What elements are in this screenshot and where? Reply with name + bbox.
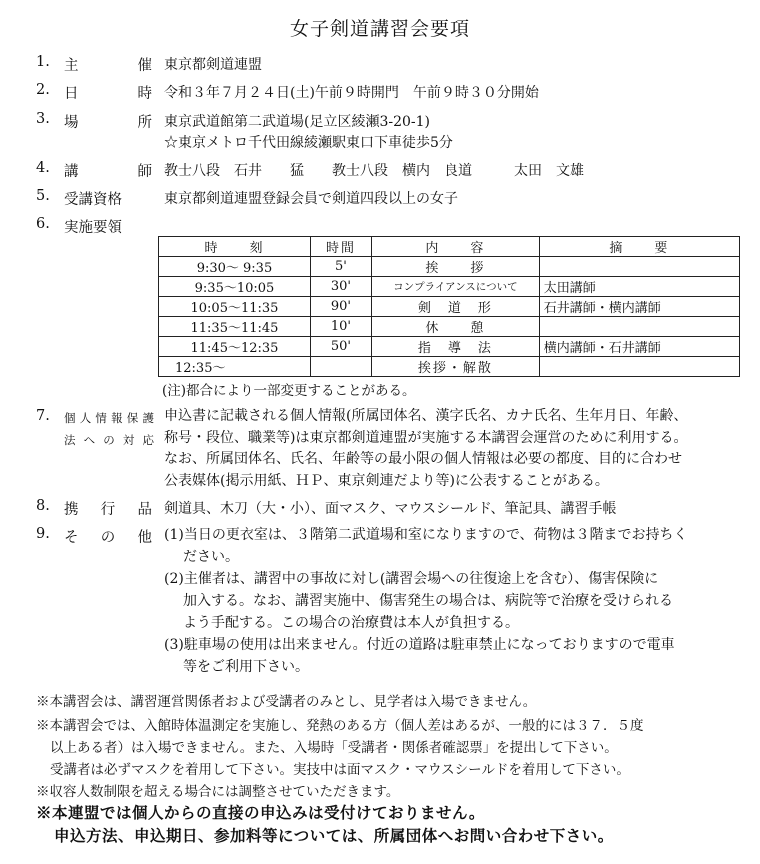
schedule-table [158,236,740,377]
section-number-2: 2. [36,82,50,98]
note-no-direct-application: ※本連盟では個人からの直接の申込みは受付けておりません。 [36,803,485,822]
label-char: 主 [64,58,79,74]
header-time: 時 刻 [159,237,311,257]
row-duration [310,357,371,377]
label-char: の [103,433,115,447]
privacy-text [164,406,754,492]
section-label-instructors [64,160,152,181]
section-label-schedule: 実施要領 [64,220,122,236]
section-number-6: 6. [36,216,50,232]
row-time: 10:05～11:35 [159,297,311,317]
organizer-value: 東京都剣道連盟 [164,57,262,73]
venue-value: 東京武道館第二武道場(足立区綾瀬3-20-1) [164,114,431,130]
row-duration: 10' [310,317,371,337]
row-content: 指 導 法 [371,337,539,357]
section-number-8: 8. [36,498,50,514]
row-duration: 30' [310,277,371,297]
schedule-footnote: (注)都合により一部変更することがある。 [162,383,416,399]
table-row [159,297,740,317]
section-label-other [64,526,152,547]
other-item-1 [164,524,688,568]
datetime-value: 令和３年７月２４日(土)午前９時開門 午前９時３０分開始 [164,85,539,101]
section-number-5: 5. [36,188,50,204]
label-char: 講 [64,164,79,180]
other-item-line: (2)主催者は、講習中の事故に対し(講習会場への往復途上を含む）、傷害保険に [164,571,659,587]
label-char: 報 [111,411,123,425]
note-temperature: ※本講習会では、入館時体温測定を実施し、発熱のある方（個人差はあるが、一般的には３７．５度 [36,718,644,734]
header-duration: 時間 [310,237,371,257]
label-char: 応 [142,433,154,447]
note-capacity: ※収容人数制限を超える場合には調整させていただきます。 [36,784,400,800]
section-label-datetime [64,82,152,103]
note-temperature-cont: 以上ある者）は入場できません。また、入場時「受講者・関係者確認票」を提出して下さい。 [50,740,618,756]
other-item-line: 加入する。なお、講習実施中、傷害発生の場合は、病院等で治療を受けられる [183,593,673,609]
row-duration: 5' [310,257,371,277]
section-label-venue [64,111,152,132]
other-item-line: よう手配する。この場合の治療費は本人が負担する。 [183,615,519,631]
row-remarks [539,257,739,277]
table-row [159,357,740,377]
label-char: 人 [79,411,92,425]
row-duration: 50' [310,337,371,357]
row-remarks: 横内講師・石井講師 [539,337,739,357]
section-label-organizer [64,54,152,75]
privacy-line: なお、所属団体名、氏名、年齢等の最小限の個人情報は必要の都度、目的に合わせ [164,451,682,467]
row-time: 11:45～12:35 [159,337,311,357]
label-char: 所 [137,115,152,131]
items-value: 剣道具、木刀（大・小）、面マスク、マウスシールド、筆記具、講習手帳 [164,501,617,517]
venue-access: ☆東京メトロ千代田線綾瀬駅東口下車徒歩5分 [164,135,453,151]
header-content: 内 容 [371,237,539,257]
header-remarks: 摘 要 [539,237,739,257]
other-item-3 [164,634,675,678]
label-char: 場 [64,115,79,131]
note-mask: 受講者は必ずマスクを着用して下さい。実技中は面マスク・マウスシールドを着用して下さい。 [50,762,630,778]
label-char: そ [64,530,79,546]
label-char: 携 [64,502,79,518]
row-remarks: 太田講師 [539,277,739,297]
other-item-line: (1)当日の更衣室は、３階第二武道場和室になりますので、荷物は３階までお持ちく [164,527,688,543]
label-char: 護 [142,411,154,425]
label-char: 時 [137,86,152,102]
table-row [159,277,740,297]
section-label-privacy-line2 [64,432,154,448]
table-row [159,257,740,277]
row-content: 剣 道 形 [371,297,539,317]
row-content: 挨拶・解散 [371,357,539,377]
eligibility-value: 東京都剣道連盟登録会員で剣道四段以上の女子 [164,191,458,207]
label-char: へ [83,433,96,447]
section-label-eligibility: 受講資格 [64,192,122,208]
privacy-line: 公表媒体(掲示用紙、ＨＰ、東京剣連だより等)に公表することがある。 [164,472,609,489]
row-remarks: 石井講師・横内講師 [539,297,739,317]
note-inquiry: 申込方法、申込期日、参加料等については、所属団体へお問い合わせ下さい。 [54,826,614,845]
label-char: 対 [122,433,135,447]
section-number-7: 7. [36,408,50,424]
section-label-privacy-line1 [64,410,154,426]
other-item-line: 等をご利用下さい。 [183,659,309,675]
section-label-items [64,498,152,519]
section-number-1: 1. [36,54,50,70]
label-char: 品 [137,502,152,518]
privacy-line: 称号・段位、職業等)は東京都剣道連盟が実施する本講習会運営のために利用する。 [164,429,688,446]
schedule-header-row [159,237,740,257]
row-duration: 90' [310,297,371,317]
label-char: 情 [95,411,107,425]
row-time: 9:30～ 9:35 [159,257,311,277]
row-time: 12:35～ [159,357,311,377]
row-remarks [539,357,739,377]
other-item-line: ださい。 [183,549,239,565]
row-time: 11:35～11:45 [159,317,311,337]
other-item-line: (3)駐車場の使用は出来ません。付近の道路は駐車禁止になっておりますので電車 [164,637,675,653]
label-char: 他 [137,530,152,546]
section-number-4: 4. [36,160,50,176]
instructors-value: 教士八段 石井 猛 教士八段 横内 良道 太田 文雄 [164,163,584,179]
table-row [159,317,740,337]
section-number-9: 9. [36,526,50,542]
row-remarks [539,317,739,337]
row-content: 挨 拶 [371,257,539,277]
label-char: 行 [100,502,116,518]
section-number-3: 3. [36,111,50,127]
label-char: 催 [137,58,152,74]
row-content: 休 憩 [371,317,539,337]
privacy-line: 申込書に記載される個人情報(所属団体名、漢字氏名、カナ氏名、生年月日、年齢、 [164,408,688,424]
note-no-spectators: ※本講習会は、講習運営関係者および受講者のみとし、見学者は入場できません。 [36,694,537,710]
other-item-2 [164,568,673,634]
row-time: 9:35～10:05 [159,277,311,297]
label-char: 師 [137,164,152,180]
table-row [159,337,740,357]
label-char: 保 [126,411,139,425]
label-char: 日 [64,86,79,102]
document-title: 女子剣道講習会要項 [289,18,470,40]
row-content: コンプライアンスについて [371,277,539,297]
label-char: の [100,530,116,546]
label-char: 法 [64,433,76,447]
label-char: 個 [64,411,76,425]
